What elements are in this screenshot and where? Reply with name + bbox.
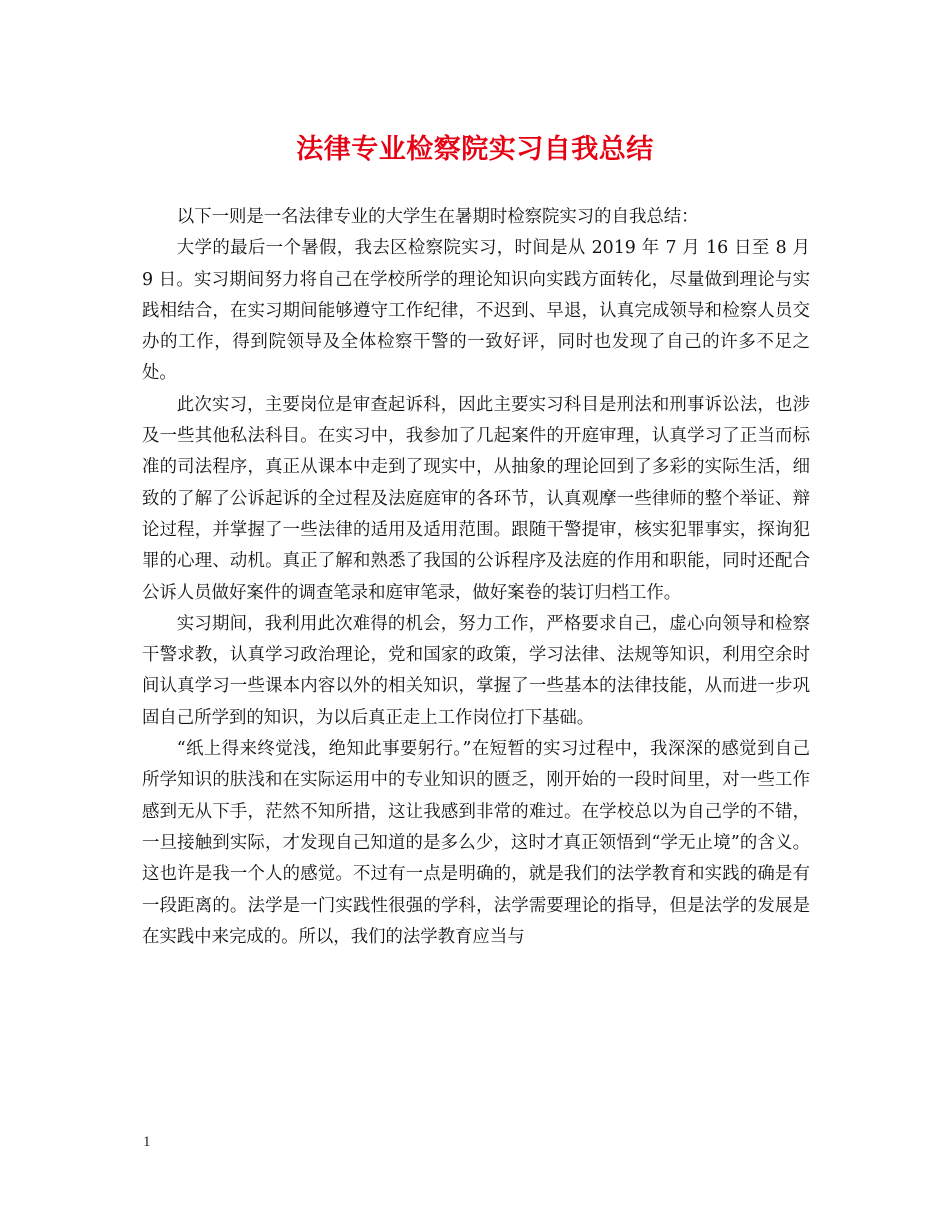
- paragraph-internship-duties: 此次实习，主要岗位是审查起诉科，因此主要实习科目是刑法和刑事诉讼法，也涉及一些其他私法科目。在实习中，我参加了几起案件的开庭审理，认真学习了正当而标准的司法程序，真正从课本中走到了现实中，从抽象的理论回到了多彩的实际生活，细致的了解了公诉起诉的全过程及法庭庭审的各环节，认真观摩一些律师的整个举证、辩论过程，并掌握了一些法律的适用及适用范围。跟随干警提审，核实犯罪事实，探询犯罪的心理、动机。真正了解和熟悉了我国的公诉程序及法庭的作用和职能，同时还配合公诉人员做好案件的调查笔录和庭审笔录，做好案卷的装订归档工作。: [142, 394, 810, 603]
- paragraph-learning-attitude: 实习期间，我利用此次难得的机会，努力工作，严格要求自己，虚心向领导和检察干警求教，认真学习政治理论，党和国家的政策，学习法律、法规等知识，利用空余时间认真学习一些课本内容以外的相关知识，掌握了一些基本的法律技能，从而进一步巩固自己所学到的知识，为以后真正走上工作岗位打下基础。: [142, 613, 810, 728]
- paragraph-reflection: “纸上得来终觉浅，绝知此事要躬行。”在短暂的实习过程中，我深深的感觉到自己所学知识的肤浅和在实际运用中的专业知识的匮乏，刚开始的一段时间里，对一些工作感到无从下手，茫然不知所措，这让我感到非常的难过。在学校总以为自己学的不错，一旦接触到实际，才发现自己知道的是多么少，这时才真正领悟到“学无止境”的含义。这也许是我一个人的感觉。不过有一点是明确的，就是我们的法学教育和实践的确是有一段距离的。法学是一门实践性很强的学科，法学需要理论的指导，但是法学的发展是在实践中来完成的。所以，我们的法学教育应当与: [142, 739, 810, 947]
- document-body: [142, 202, 810, 953]
- paragraph-internship-overview: 大学的最后一个暑假，我去区检察院实习，时间是从 2019 年 7 月 16 日至 8 月 9 日。实习期间努力将自己在学校所学的理论知识向实践方面转化，尽量做到理论与实践相结合，在实习期间能够遵守工作纪律，不迟到、早退，认真完成领导和检察人员交办的工作，得到院领导及全体检察干警的一致好评，同时也发现了自己的许多不足之处。: [142, 238, 810, 384]
- paragraph-intro: 以下一则是一名法律专业的大学生在暑期时检察院实习的自我总结：: [176, 207, 699, 227]
- page-number: 1: [143, 1134, 151, 1150]
- document-title: 法律专业检察院实习自我总结: [296, 134, 654, 165]
